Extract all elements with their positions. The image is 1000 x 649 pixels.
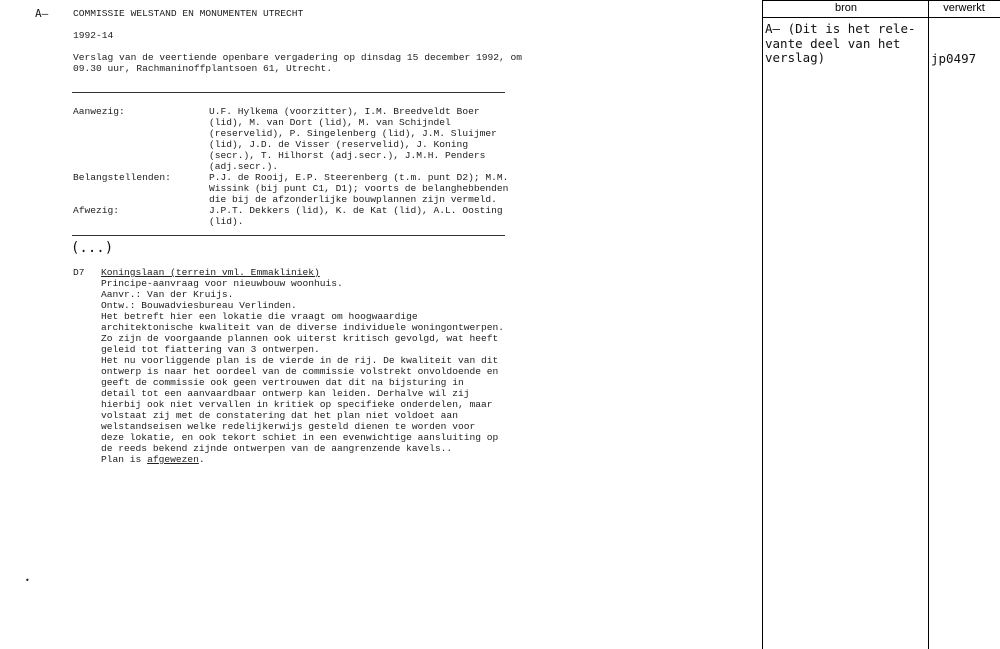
item-line: Ontw.: Bouwadviesbureau Verlinden. xyxy=(101,300,297,311)
divider-top xyxy=(72,92,505,93)
item-code: D7 xyxy=(73,267,85,278)
column-header-bron: bron xyxy=(834,2,858,14)
verdict: afgewezen xyxy=(147,454,199,465)
item-line: volstaat zij met de constatering dat het plan niet voldoet aan xyxy=(101,410,458,421)
item-line: architektonische kwaliteit van de diverse individuele woningontwerpen. xyxy=(101,322,505,333)
verwerkt-cell: jp0497 xyxy=(931,51,977,66)
stakeholders-line: die bij de afzonderlijke bouwplannen zijn vermeld. xyxy=(209,194,497,205)
item-line: Zo zijn de voorgaande plannen ook uiterst kritisch gevolgd, wat heeft xyxy=(101,333,499,344)
stakeholders-label: Belangstellenden: xyxy=(73,172,171,183)
present-line: U.F. Hylkema (voorzitter), I.M. Breedveldt Boer xyxy=(209,106,480,117)
table-left-border xyxy=(762,0,763,649)
item-line: welstandseisen welke redelijkerwijs gesteld dienen te worden voor xyxy=(101,421,476,432)
present-line: (lid), M. van Dort (lid), M. van Schijndel xyxy=(209,117,451,128)
bron-line: verslag) xyxy=(765,50,826,66)
item-line: de reeds bekend zijnde ontwerpen van de aangrenzende kavels.. xyxy=(101,443,453,454)
item-line: geeft de commissie ook geen vertrouwen dat dit na bijsturing in xyxy=(101,377,464,388)
item-line: detail tot een aanvaardbaar ontwerp kan leiden. Derhalve wil zij xyxy=(101,388,470,399)
absent-label: Afwezig: xyxy=(73,205,120,216)
margin-mark: A– xyxy=(35,7,49,20)
ellipsis-mark: (...) xyxy=(71,240,114,256)
item-line: Het nu voorliggende plan is de vierde in de rij. De kwaliteit van dit xyxy=(101,355,499,366)
present-line: (reservelid), P. Singelenberg (lid), J.M. Sluijmer xyxy=(209,128,497,139)
item-line: Principe-aanvraag voor nieuwbouw woonhuis. xyxy=(101,278,343,289)
stakeholders-line: P.J. de Rooij, E.P. Steerenberg (t.m. punt D2); M.M. xyxy=(209,172,509,183)
item-verdict-line xyxy=(101,454,504,465)
item-line: Het betreft hier een lokatie die vraagt om hoogwaardige xyxy=(101,311,418,322)
verdict-suffix: . xyxy=(198,454,205,465)
bron-line: A– (Dit is het rele- xyxy=(765,21,916,36)
table-header-border xyxy=(762,17,1000,18)
item-line: hierbij ook niet vervallen in kritiek op specifieke onderdelen, maar xyxy=(101,399,493,410)
intro-paragraph xyxy=(73,52,522,74)
present-list xyxy=(209,106,497,172)
absent-list xyxy=(209,205,503,227)
item-line: ontwerp is naar het oordeel van de commissie volstrekt onvoldoende en xyxy=(101,366,499,377)
present-label: Aanwezig: xyxy=(73,106,125,117)
absent-line: J.P.T. Dekkers (lid), K. de Kat (lid), A.L. Oosting xyxy=(209,205,503,216)
intro-line: Verslag van de veertiende openbare vergadering op dinsdag 15 december 1992, om xyxy=(73,52,523,63)
divider-bottom xyxy=(72,235,505,236)
present-line: (secr.), T. Hilhorst (adj.secr.), J.M.H. Penders xyxy=(209,150,486,161)
absent-line: (lid). xyxy=(209,216,244,227)
item-body xyxy=(101,267,504,465)
bron-cell xyxy=(765,22,916,66)
verdict-prefix: Plan is xyxy=(101,454,148,465)
item-line: geleid tot fiattering van 3 ontwerpen. xyxy=(101,344,320,355)
present-line: (lid), J.D. de Visser (reservelid), J. Koning xyxy=(209,139,469,150)
present-line: (adj.secr.). xyxy=(209,161,279,172)
item-line: deze lokatie, en ook tekort schiet in een evenwichtige aansluiting op xyxy=(101,432,499,443)
intro-line: 09.30 uur, Rachmaninoffplantsoen 61, Utrecht. xyxy=(73,63,333,74)
stray-dot: • xyxy=(25,576,30,585)
table-top-border xyxy=(762,0,1000,1)
doc-number: 1992-14 xyxy=(73,30,114,41)
item-title: Koningslaan (terrein vml. Emmakliniek) xyxy=(101,267,320,278)
bron-line: vante deel van het xyxy=(765,35,901,51)
table-column-divider xyxy=(928,0,929,649)
header-title: COMMISSIE WELSTAND EN MONUMENTEN UTRECHT xyxy=(73,8,304,19)
stakeholders-line: Wissink (bij punt C1, D1); voorts de belanghebbenden xyxy=(209,183,509,194)
column-header-verwerkt: verwerkt xyxy=(943,2,985,14)
stakeholders-list xyxy=(209,172,508,205)
item-line: Aanvr.: Van der Kruijs. xyxy=(101,289,234,300)
